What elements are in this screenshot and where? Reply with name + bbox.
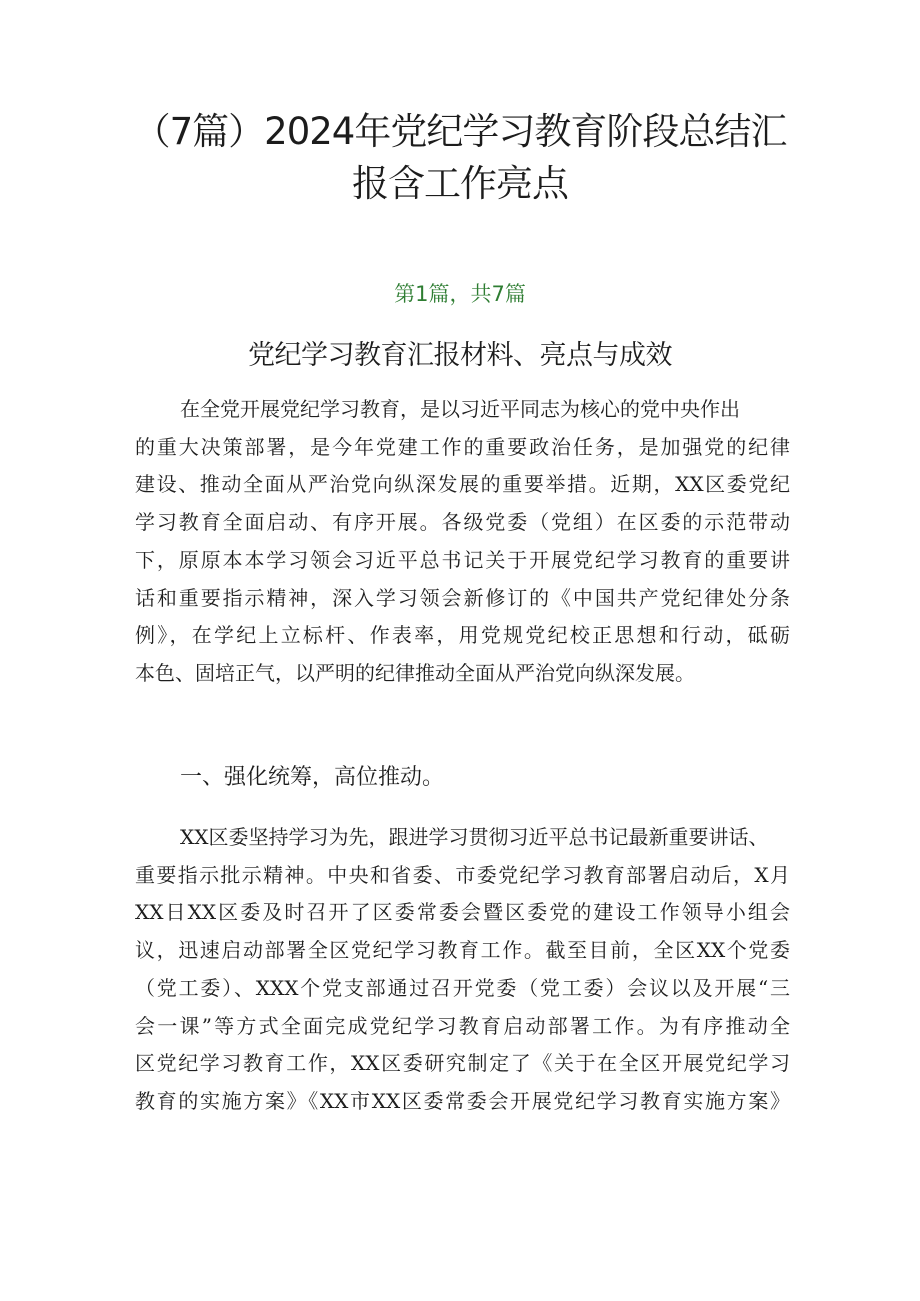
heading-strengthen-coordination: 一、强化统筹，高位推动。 (180, 765, 445, 790)
paragraph-line: （党工委）、XXX个党支部通过召开党委（党工委）会议以及开展“三 (135, 975, 790, 1000)
paragraph-line: 话和重要指示精神，深入学习领会新修订的《中国共产党纪律处分条 (135, 585, 790, 610)
document-title-line-2: 报含工作亮点 (352, 162, 568, 205)
paragraph-line: 区党纪学习教育工作，XX区委研究制定了《关于在全区开展党纪学习 (135, 1051, 790, 1076)
paragraph-line: 会一课”等方式全面完成党纪学习教育启动部署工作。为有序推动全 (135, 1013, 790, 1038)
paragraph-line: 下，原原本本学习领会习近平总书记关于开展党纪学习教育的重要讲 (135, 547, 790, 572)
paragraph-line: 议，迅速启动部署全区党纪学习教育工作。截至目前，全区XX个党委 (135, 938, 790, 963)
paragraph-intro (135, 391, 790, 693)
paragraph-line: 重要指示批示精神。中央和省委、市委党纪学习教育部署启动后，X月 (135, 862, 790, 887)
document-title (120, 106, 800, 210)
paragraph-line: 本色、固培正气，以严明的纪律推动全面从严治党向纵深发展。 (135, 660, 695, 685)
paragraph-line: XX日XX区委及时召开了区委常委会暨区委党的建设工作领导小组会 (135, 900, 790, 925)
paragraph-line: 教育的实施方案》《XX市XX区委常委会开展党纪学习教育实施方案》 (135, 1088, 790, 1113)
paragraph-line: 在全党开展党纪学习教育，是以习近平同志为核心的党中央作出 (180, 397, 740, 421)
section-title: 党纪学习教育汇报材料、亮点与成效 (248, 340, 672, 371)
paragraph-coordination (135, 819, 790, 1121)
document-title-line-1: （7篇）2024年党纪学习教育阶段总结汇 (133, 110, 787, 153)
paragraph-line: 学习教育全面启动、有序开展。各级党委（党组）在区委的示范带动 (135, 510, 790, 535)
paragraph-line: 建设、推动全面从严治党向纵深发展的重要举措。近期，XX区委党纪 (135, 472, 790, 497)
paragraph-line: XX区委坚持学习为先，跟进学习贯彻习近平总书记最新重要讲话、 (180, 825, 769, 849)
part-indicator: 第1篇，共7篇 (394, 282, 526, 306)
paragraph-line: 的重大决策部署，是今年党建工作的重要政治任务，是加强党的纪律 (135, 434, 790, 459)
paragraph-line: 例》，在学纪上立标杆、作表率，用党规党纪校正思想和行动，砥砺 (135, 623, 790, 648)
